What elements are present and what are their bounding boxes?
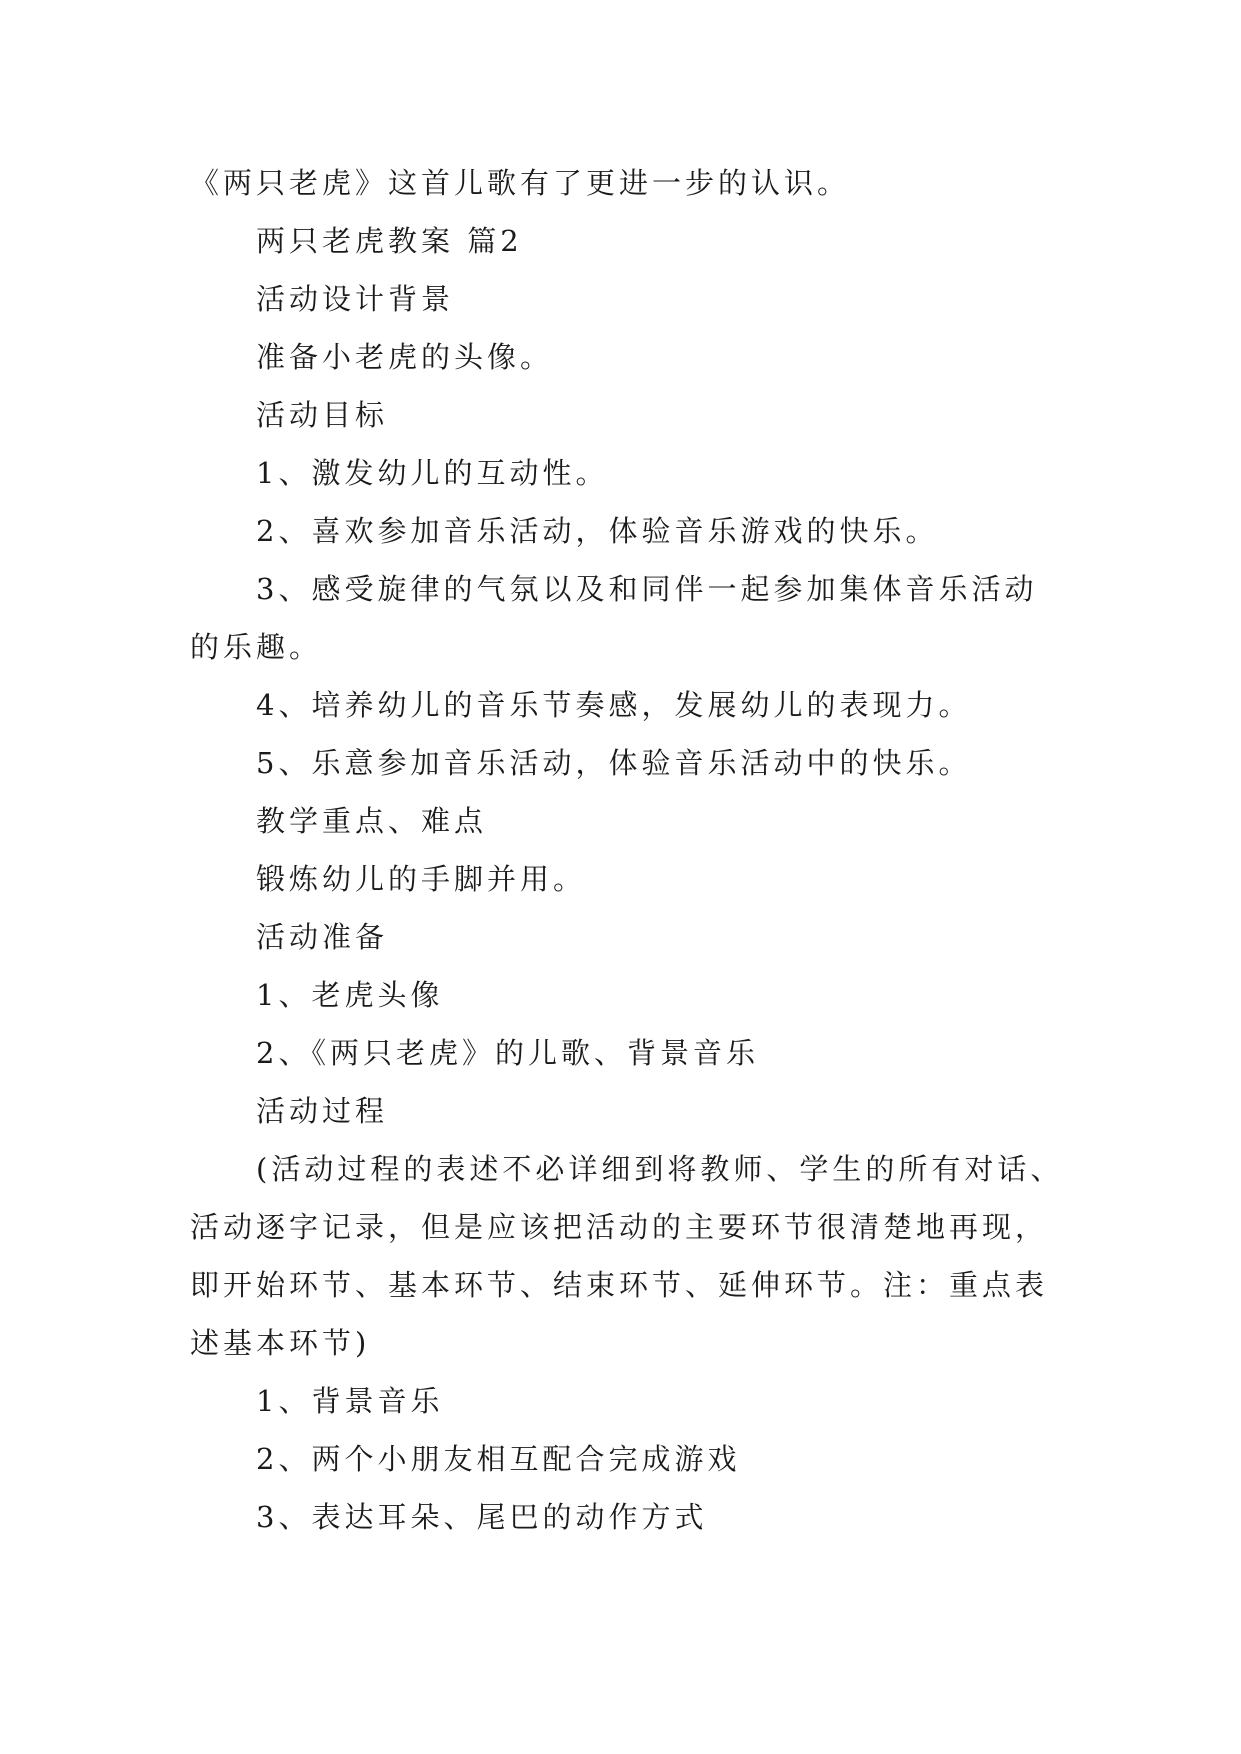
paragraph: 准备小老虎的头像。: [256, 340, 554, 374]
paragraph-line-2: 活动逐字记录，但是应该把活动的主要环节很清楚地再现，: [190, 1210, 1049, 1244]
heading-preparation: 活动准备: [256, 920, 389, 954]
heading-background: 活动设计背景: [256, 282, 455, 316]
process-item-1: 1、背景音乐: [256, 1384, 444, 1418]
goal-item-4: 4、培养幼儿的音乐节奏感，发展幼儿的表现力。: [256, 688, 972, 722]
heading-goals: 活动目标: [256, 398, 389, 432]
goal-item-3-continuation: 的乐趣。: [190, 630, 323, 664]
text-line-continuation: 《两只老虎》这首儿歌有了更进一步的认识。: [190, 166, 851, 200]
preparation-item-2: 2、《两只老虎》的儿歌、背景音乐: [256, 1036, 759, 1070]
process-item-3: 3、表达耳朵、尾巴的动作方式: [256, 1500, 708, 1534]
section-title: 两只老虎教案 篇2: [256, 224, 523, 258]
heading-process: 活动过程: [256, 1094, 389, 1128]
paragraph-line-3: 即开始环节、基本环节、结束环节、延伸环节。注：重点表: [190, 1268, 1049, 1302]
paragraph-line-4: 述基本环节): [190, 1326, 371, 1360]
goal-item-3: 3、感受旋律的气氛以及和同伴一起参加集体音乐活动: [256, 572, 1038, 606]
heading-key-points: 教学重点、难点: [256, 804, 488, 838]
process-item-2: 2、两个小朋友相互配合完成游戏: [256, 1442, 741, 1476]
goal-item-2: 2、喜欢参加音乐活动，体验音乐游戏的快乐。: [256, 514, 939, 548]
goal-item-5: 5、乐意参加音乐活动，体验音乐活动中的快乐。: [256, 746, 972, 780]
paragraph-line-1: (活动过程的表述不必详细到将教师、学生的所有对话、: [256, 1152, 1064, 1186]
paragraph: 锻炼幼儿的手脚并用。: [256, 862, 587, 896]
goal-item-1: 1、激发幼儿的互动性。: [256, 456, 609, 490]
preparation-item-1: 1、老虎头像: [256, 978, 444, 1012]
